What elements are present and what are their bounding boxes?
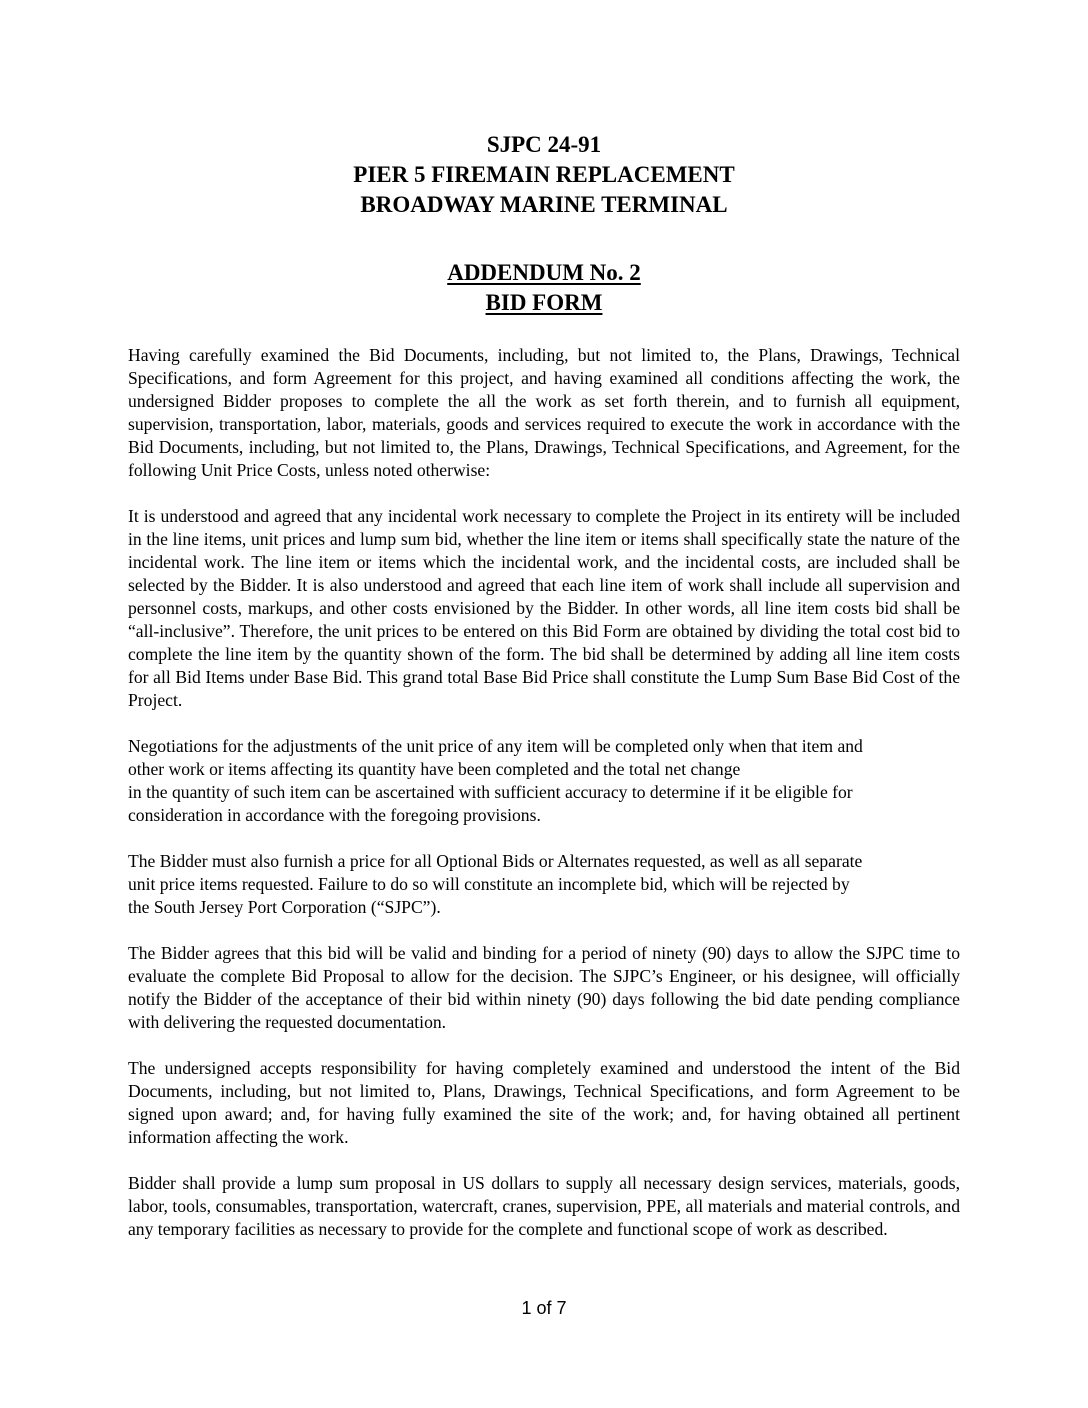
addendum-heading bbox=[128, 258, 960, 318]
paragraph-line: The Bidder must also furnish a price for all Optional Bids or Alternates requested, as well as all separate bbox=[128, 851, 863, 871]
paragraph-line: the South Jersey Port Corporation (“SJPC”). bbox=[128, 897, 441, 917]
page-number: 1 of 7 bbox=[521, 1298, 567, 1318]
project-title: PIER 5 FIREMAIN REPLACEMENT bbox=[353, 162, 735, 187]
paragraph-responsibility: The undersigned accepts responsibility for having completely examined and understood the intent of the Bid Documents, including, but not limited to, Plans, Drawings, Technical Specifications, and form Agreement to be signed upon award; and, for having fully examined the site of the work; and, for having obtained all pertinent information affecting the work. bbox=[128, 1058, 960, 1147]
document-header bbox=[128, 130, 960, 220]
addendum-title: ADDENDUM No. 2 bbox=[447, 260, 641, 285]
paragraph-line: Negotiations for the adjustments of the unit price of any item will be completed only when that item and bbox=[128, 736, 863, 756]
paragraph-line: in the quantity of such item can be ascertained with sufficient accuracy to determine if it be eligible for bbox=[128, 782, 853, 802]
paragraph-examination: Having carefully examined the Bid Documents, including, but not limited to, the Plans, Drawings, Technical Specifications, and form Agreement for this project, and having examined all conditions affecting the work, the undersigned Bidder proposes to complete the all the work as set forth therein, and to furnish all equipment, supervision, transportation, labor, materials, goods and services required to execute the work in accordance with the Bid Documents, including, but not limited to, the Plans, Drawings, Technical Specifications, and Agreement, for the following Unit Price Costs, unless noted otherwise: bbox=[128, 345, 960, 480]
paragraph-line: other work or items affecting its quantity have been completed and the total net change bbox=[128, 759, 741, 779]
paragraph-line: unit price items requested. Failure to do so will constitute an incomplete bid, which will be rejected by bbox=[128, 874, 850, 894]
paragraph-optional-bids bbox=[128, 850, 960, 919]
paragraph-negotiations bbox=[128, 735, 960, 827]
project-number: SJPC 24-91 bbox=[486, 132, 602, 157]
addendum-subtitle: BID FORM bbox=[485, 290, 603, 315]
paragraph-line: consideration in accordance with the foregoing provisions. bbox=[128, 805, 541, 825]
project-location: BROADWAY MARINE TERMINAL bbox=[360, 192, 728, 217]
paragraph-lump-sum: Bidder shall provide a lump sum proposal in US dollars to supply all necessary design services, materials, goods, labor, tools, consumables, transportation, watercraft, cranes, supervision, PPE, all materials and material controls, and any temporary facilities as necessary to provide for the complete and functional scope of work as described. bbox=[128, 1173, 960, 1239]
paragraph-incidental-work: It is understood and agreed that any incidental work necessary to complete the Project in its entirety will be included in the line items, unit prices and lump sum bid, whether the line item or items shall specifically state the nature of the incidental work. The line item or items which the incidental work, and the incidental costs, are included shall be selected by the Bidder. It is also understood and agreed that each line item of work shall include all supervision and personnel costs, markups, and other costs envisioned by the Bidder. In other words, all line item costs bid shall be “all-inclusive”. Therefore, the unit prices to be entered on this Bid Form are obtained by dividing the total cost bid to complete the line item by the quantity shown of the form. The bid shall be determined by adding all line item costs for all Bid Items under Base Bid. This grand total Base Bid Price shall constitute the Lump Sum Base Bid Cost of the Project. bbox=[128, 506, 960, 710]
paragraph-validity: The Bidder agrees that this bid will be valid and binding for a period of ninety (90) days to allow the SJPC time to evaluate the complete Bid Proposal to allow for the decision. The SJPC’s Engineer, or his designee, will officially notify the Bidder of the acceptance of their bid within ninety (90) days following the bid date pending compliance with delivering the requested documentation. bbox=[128, 943, 960, 1032]
